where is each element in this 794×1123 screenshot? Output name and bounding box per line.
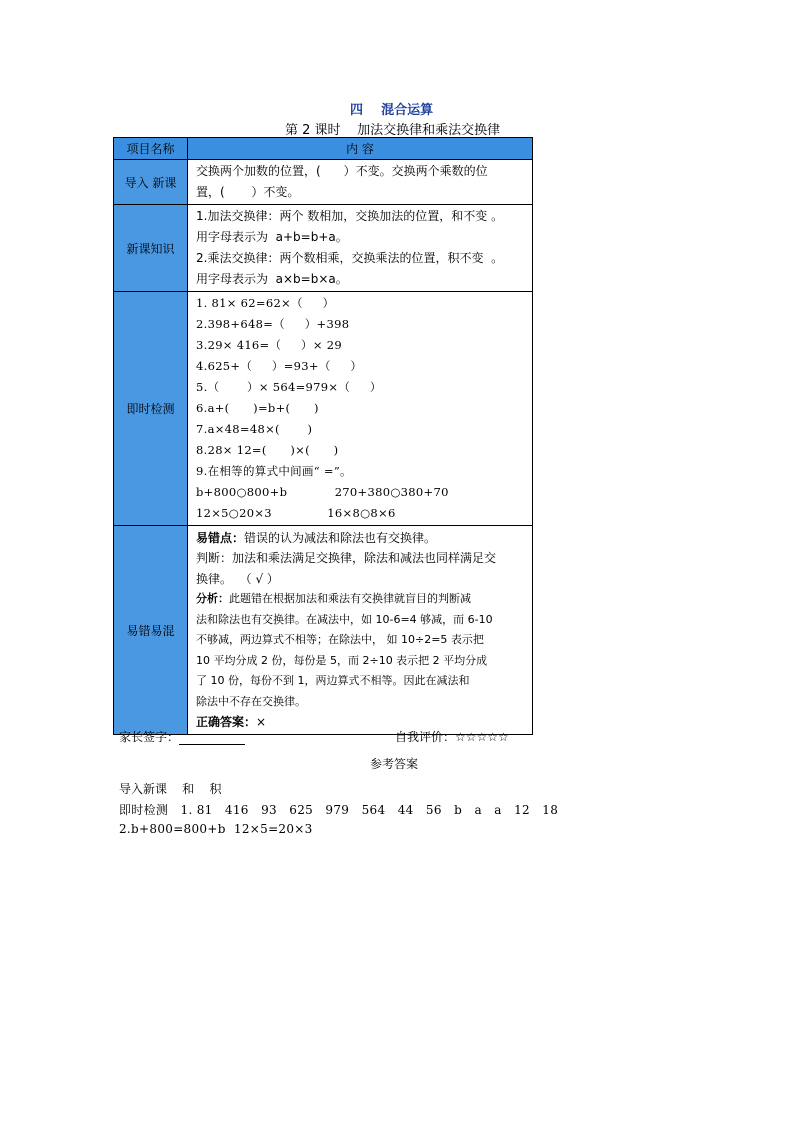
parent-signature (119, 728, 245, 745)
row-label-new-knowledge: 新课知识 (114, 205, 188, 292)
correct-answer-label: 正确答案： (196, 715, 257, 729)
unit-title: 四 混合运算 (350, 103, 434, 118)
text-line: 用字母表示为 a+b=b+a。 (196, 230, 348, 244)
exercise-line: 8.28× 12=( )×( ) (196, 443, 339, 457)
judge-line: 换律。 （ √ ） (196, 571, 279, 586)
analysis-line: 不够减，两边算式不相等；在除法中， 如 10÷2=5 表示把 (196, 633, 484, 646)
row-content-new-knowledge (188, 205, 533, 292)
analysis-line: 除法中不存在交换律。 (196, 694, 306, 708)
text-line: 2.乘法交换律：两个数相乘，交换乘法的位置，积不变 。 (196, 251, 504, 265)
judge-line: 判断：加法和乘法满足交换律，除法和减法也同样满足交 (196, 551, 497, 565)
analysis-text: 此题错在根据加法和乘法有交换律就盲目的判断减 (229, 592, 471, 605)
text-line: 用字母表示为 a×b=b×a。 (196, 272, 348, 286)
col-header-item-name: 项目名称 (114, 138, 188, 160)
easy-wrong-line (196, 528, 532, 549)
row-content-intro (188, 160, 533, 205)
text-line: 交换两个加数的位置，( ）不变。交换两个乘数的位 (196, 164, 488, 178)
parent-signature-label: 家长签字： (119, 730, 180, 744)
text-line: 置，( ）不变。 (196, 185, 300, 199)
exercise-line: 5.（ ）× 564=979×（ ） (196, 380, 382, 394)
analysis-line (196, 589, 532, 610)
text-line: 1.加法交换律：两个 数相加，交换加法的位置，和不变 。 (196, 209, 504, 223)
exercise-line: 2.398+648=（ ）+398 (196, 317, 350, 331)
row-content-easy-wrong (188, 526, 533, 735)
col-header-content: 内 容 (188, 138, 533, 160)
exercise-line: 12×5○20×3 16×8○8×6 (196, 506, 396, 520)
signature-blank-line[interactable] (179, 732, 245, 745)
answers-title: 参考答案 (370, 757, 419, 771)
easy-wrong-label: 易错点： (196, 530, 245, 545)
exercise-line: 3.29× 416=（ ）× 29 (196, 338, 342, 352)
answer-line: 2.b+800=800+b 12×5=20×3 (119, 822, 313, 836)
self-evaluation: 自我评价：☆☆☆☆☆ (395, 730, 509, 744)
exercise-line: 4.625+（ ）=93+（ ） (196, 359, 363, 373)
answer-line: 即时检测 1. 81 416 93 625 979 564 44 56 b a a 12 18 (119, 803, 559, 817)
exercise-line: 9.在相等的算式中间画“ =”。 (196, 464, 352, 478)
analysis-label: 分析： (196, 592, 229, 605)
answer-line: 导入新课 和 积 (119, 782, 222, 796)
analysis-line: 了 10 份，每份不到 1，两边算式不相等。因此在减法和 (196, 674, 470, 687)
easy-wrong-text: 错误的认为减法和除法也有交换律。 (244, 530, 437, 545)
lesson-title: 第 2 课时 加法交换律和乘法交换律 (285, 123, 501, 138)
row-content-practice (188, 292, 533, 526)
analysis-line: 10 平均分成 2 份，每份是 5，而 2÷10 表示把 2 平均分成 (196, 653, 488, 667)
exercise-line: 6.a+( )=b+( ) (196, 401, 319, 415)
lesson-plan-table (113, 137, 533, 735)
row-label-practice: 即时检测 (114, 292, 188, 526)
exercise-line: b+800○800+b 270+380○380+70 (196, 485, 449, 499)
row-label-easy-wrong: 易错易混 (114, 526, 188, 735)
correct-answer-value: × (256, 715, 267, 729)
exercise-line: 7.a×48=48×( ) (196, 422, 313, 436)
analysis-line: 法和除法也有交换律。在减法中，如 10-6=4 够减，而 6-10 (196, 612, 493, 626)
row-label-intro: 导入 新课 (114, 160, 188, 205)
exercise-line: 1. 81× 62=62×（ ） (196, 296, 335, 310)
